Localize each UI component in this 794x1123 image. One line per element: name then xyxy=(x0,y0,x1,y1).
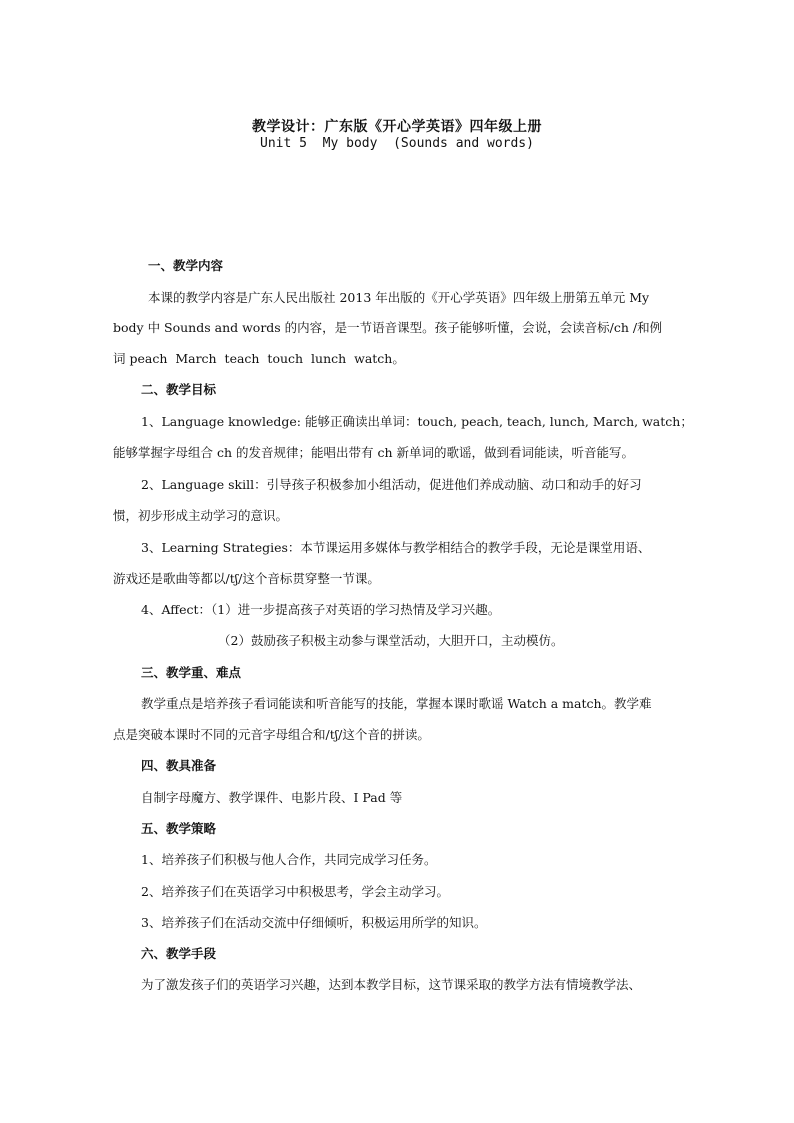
paragraph-line: 1、Language knowledge: 能够正确读出单词：touch, peach, teach, lunch, March, watch； xyxy=(141,414,693,429)
document-title: 教学设计：广东版《开心学英语》四年级上册 xyxy=(252,119,542,135)
paragraph-line: 2、Language skill：引导孩子积极参加小组活动，促进他们养成动脑、动口和动手的好习 xyxy=(141,477,642,492)
section-heading-goals: 二、教学目标 xyxy=(141,382,217,397)
paragraph-line: 3、Learning Strategies：本节课运用多媒体与教学相结合的教学手段，无论是课堂用语、 xyxy=(141,540,651,555)
paragraph-line: 4、Affect：（1）进一步提高孩子对英语的学习热情及学习兴趣。 xyxy=(141,602,501,617)
paragraph-line: 游戏还是歌曲等都以/tʃ/这个音标贯穿整一节课。 xyxy=(113,571,380,586)
section-heading-content: 一、教学内容 xyxy=(148,258,224,273)
paragraph-line: 词 peach March teach touch lunch watch。 xyxy=(113,351,405,366)
section-heading-strategy: 五、教学策略 xyxy=(141,821,217,836)
paragraph-line: 自制字母魔方、教学课件、电影片段、I Pad 等 xyxy=(141,790,403,805)
paragraph-line: （2）鼓励孩子积极主动参与课堂活动，大胆开口，主动模仿。 xyxy=(218,633,564,648)
paragraph-line: 惯，初步形成主动学习的意识。 xyxy=(113,508,289,523)
paragraph-line: 1、培养孩子们积极与他人合作，共同完成学习任务。 xyxy=(141,852,437,867)
paragraph-line: 本课的教学内容是广东人民出版社 2013 年出版的《开心学英语》四年级上册第五单元 My xyxy=(148,290,650,305)
section-heading-tools: 四、教具准备 xyxy=(141,758,217,773)
document-subtitle: Unit 5 My body (Sounds and words) xyxy=(260,136,534,151)
paragraph-line: 点是突破本课时不同的元音字母组合和/tʃ/这个音的拼读。 xyxy=(113,727,430,742)
paragraph-line: 为了激发孩子们的英语学习兴趣，达到本教学目标，这节课采取的教学方法有情境教学法、 xyxy=(141,977,642,992)
section-heading-means: 六、教学手段 xyxy=(141,946,217,961)
paragraph-line: 3、培养孩子们在活动交流中仔细倾听，积极运用所学的知识。 xyxy=(141,915,487,930)
section-heading-keypoints: 三、教学重、难点 xyxy=(141,665,242,680)
paragraph-line: 2、培养孩子们在英语学习中积极思考，学会主动学习。 xyxy=(141,884,449,899)
paragraph-line: body 中 Sounds and words 的内容，是一节语音课型。孩子能够听懂，会说，会读音标/ch /和例 xyxy=(113,320,663,335)
paragraph-line: 教学重点是培养孩子看词能读和听音能写的技能，掌握本课时歌谣 Watch a match。教学难 xyxy=(141,696,652,711)
paragraph-line: 能够掌握字母组合 ch 的发音规律；能唱出带有 ch 新单词的歌谣，做到看词能读，听音能写。 xyxy=(113,445,634,460)
